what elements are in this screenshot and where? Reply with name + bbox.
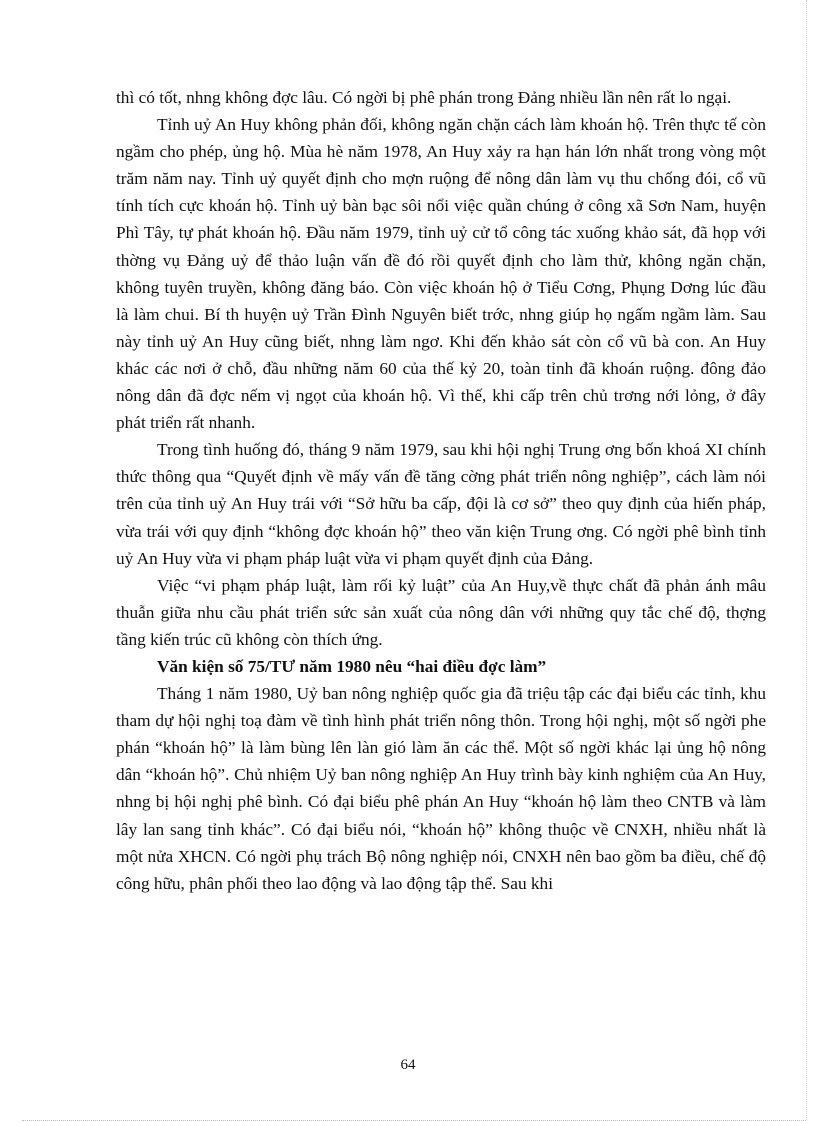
section-heading: Văn kiện số 75/TƯ năm 1980 nêu “hai điều đợc làm”: [157, 656, 547, 676]
page-bottom-rule: [22, 1120, 806, 1121]
page-edge-rule: [806, 0, 807, 1120]
paragraph-contradiction: Việc “vi phạm pháp luật, làm rối kỷ luật” của An Huy,về thực chất đã phản ánh mâu thuẫn giữa nhu cầu phát triển sức sản xuất của nông dân với những quy tắc chế độ, thợng tầng kiến trúc cũ không còn thích ứng.: [116, 575, 766, 649]
paragraph-september-1979: Trong tình huống đó, tháng 9 năm 1979, sau khi hội nghị Trung ơng bốn khoá XI chính thức thông qua “Quyết định về mấy vấn đề tăng cờng phát triển nông nghiệp”, cách làm nói trên của tỉnh uỷ An Huy trái với “Sở hữu ba cấp, đội là cơ sở” theo quy định của hiến pháp, vừa trái với quy định “không đợc khoán hộ” theo văn kiện Trung ơng. Có ngời phê bình tỉnh uỷ An Huy vừa vi phạm pháp luật vừa vi phạm quyết định của Đảng.: [116, 440, 766, 568]
page-number: 64: [400, 1057, 416, 1073]
paragraph-an-huy-policy: Tỉnh uỷ An Huy không phản đối, không ngăn chặn cách làm khoán hộ. Trên thực tế còn ngầm cho phép, ủng hộ. Mùa hè năm 1978, An Huy xảy ra hạn hán lớn nhất trong vòng một trăm năm nay. Tỉnh uỷ quyết định cho mợn ruộng để nông dân làm vụ thu chống đói, cổ vũ tính tích cực khoán hộ. Tỉnh uỷ bàn bạc sôi nổi việc quần chúng ở công xã Sơn Nam, huyện Phì Tây, tự phát khoán hộ. Đầu năm 1979, tỉnh uỷ cử tổ công tác xuống khảo sát, đã họp với thờng vụ Đảng uỷ để thảo luận vấn đề đó rồi quyết định cho làm thử, không ngăn chặn, không tuyên truyền, không đăng báo. Còn việc khoán hộ ở Tiểu Cơng, Phụng Dơng lúc đầu là làm chui. Bí th huyện uỷ Trần Đình Nguyên biết trớc, nhng giúp họ ngấm ngầm làm. Sau này tỉnh uỷ An Huy cũng biết, nhng làm ngơ. Khi đến khảo sát còn cổ vũ bà con. An Huy khác các nơi ở chỗ, đầu những năm 60 của thế kỷ 20, toàn tỉnh đã khoán ruộng. đông đảo nông dân đã đợc nếm vị ngọt của khoán hộ. Vì thế, khi cấp trên chủ trơng nới lỏng, ở đây phát triển rất nhanh.: [116, 115, 766, 433]
text-body: [116, 84, 766, 897]
paragraph-continuation: thì có tốt, nhng không đợc lâu. Có ngời bị phê phán trong Đảng nhiều lần nên rất lo ngại.: [116, 88, 732, 107]
paragraph-january-1980: Tháng 1 năm 1980, Uỷ ban nông nghiệp quốc gia đã triệu tập các đại biểu các tỉnh, khu tham dự hội nghị toạ đàm về tình hình phát triển nông thôn. Trong hội nghị, một số ngời phe phán “khoán hộ” là làm bùng lên làn gió làm ăn các thể. Một số ngời khác lại ủng hộ nông dân “khoán hộ”. Chủ nhiệm Uỷ ban nông nghiệp An Huy trình bày kinh nghiệm của An Huy, nhng bị hội nghị phê bình. Có đại biểu phê phán An Huy “khoán hộ làm theo CNTB và làm lây lan sang tỉnh khác”. Có đại biểu nói, “khoán hộ” không thuộc về CNXH, nhiều nhất là một nửa XHCN. Có ngời phụ trách Bộ nông nghiệp nói, CNXH nên bao gồm ba điều, chế độ công hữu, phân phối theo lao động và lao động tập thể. Sau khi: [116, 684, 766, 893]
